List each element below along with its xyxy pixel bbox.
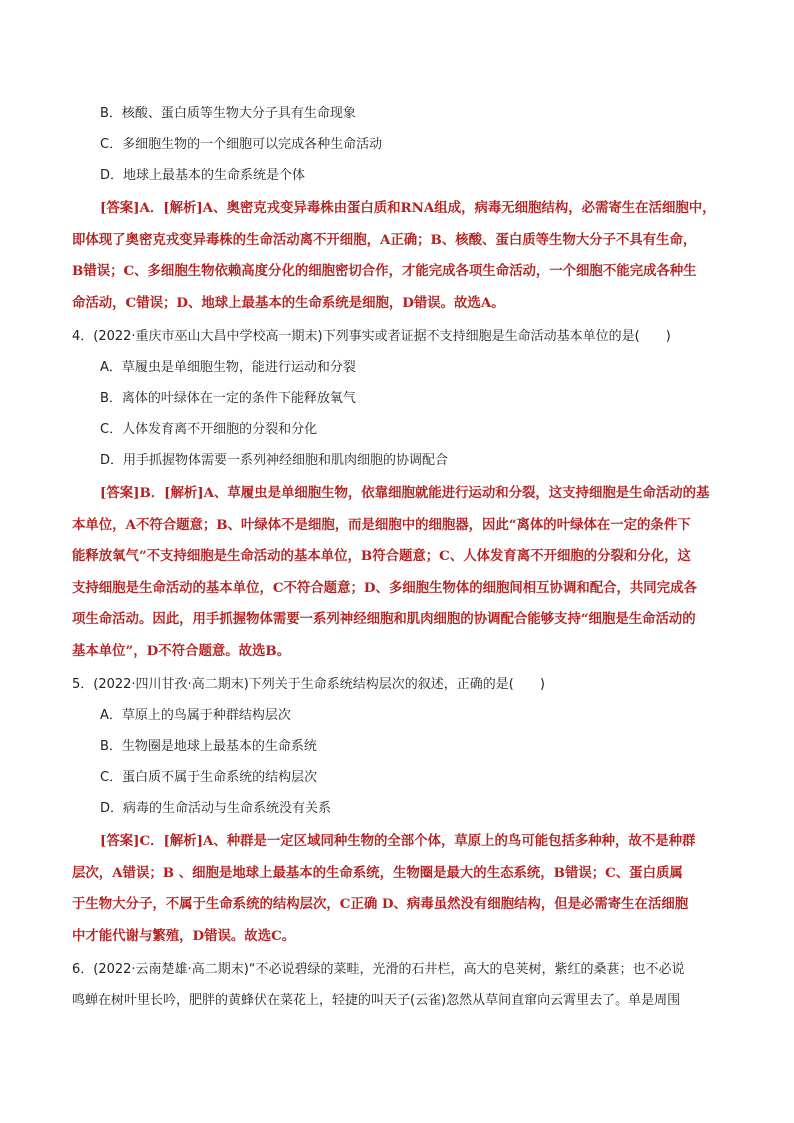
q5-answer-line: 层次，A错误；B 、细胞是地球上最基本的生命系统，生物圈是最大的生态系统，B错误；C、蛋白质属: [72, 864, 683, 881]
q4-question-text: 4．(2022·重庆市巫山大昌中学校高一期末)下列事实或者证据不支持细胞是生命活动基本单位的是(: [72, 329, 640, 344]
q4-answer-line: 支持细胞是生命活动的基本单位，C不符合题意；D、多细胞生物体的细胞间相互协调和配合，共同完成各: [72, 579, 697, 596]
q3-answer-line: [答案]A．[解析]A、奥密克戎变异毒株由蛋白质和RNA组成，病毒无细胞结构，必需寄生在活细胞中，: [100, 200, 716, 216]
q4-answer-line: 基本单位”，D不符合题意。故选B。: [72, 642, 291, 659]
q4-option-d: D．用手抓握物体需要一系列神经细胞和肌肉细胞的协调配合: [100, 453, 449, 468]
q3-answer-line: B错误；C、多细胞生物依赖高度分化的细胞密切合作，才能完成各项生命活动，一个细胞不能完成各种生: [72, 263, 697, 279]
q4-answer-line: 本单位，A不符合题意；B、叶绿体不是细胞，而是细胞中的细胞器，因此“离体的叶绿体在一定的条件下: [72, 516, 691, 533]
q4-answer-line: 项生命活动。因此，用手抓握物体需要一系列神经细胞和肌肉细胞的协调配合能够支持“细胞是生命活动的: [72, 611, 696, 627]
q4-question-close: ): [665, 329, 671, 344]
q3-answer-line: 即体现了奥密克戎变异毒株的生命活动离不开细胞，A正确；B、核酸、蛋白质等生物大分子不具有生命，: [72, 231, 697, 248]
q5-question-text: 5．(2022·四川甘孜·高二期末)下列关于生命系统结构层次的叙述，正确的是(: [72, 677, 514, 692]
q6-question-line: 鸣蝉在树叶里长吟，肥胖的黄蜂伏在菜花上，轻捷的叫天子(云雀)忽然从草间直窜向云霄里去了。单是周围: [72, 993, 681, 1008]
q6-question-line: 6．(2022·云南楚雄·高二期末)“不必说碧绿的菜畦，光滑的石井栏，高大的皂荚树，紫红的桑葚；也不必说: [72, 962, 685, 977]
document-page: [72, 98, 726, 1016]
q4-option-c: C．人体发育离不开细胞的分裂和分化: [100, 422, 318, 437]
q5-option-a: A．草原上的鸟属于种群结构层次: [100, 708, 291, 723]
q5-answer-line: 于生物大分子，不属于生命系统的结构层次，C正确 D、病毒虽然没有细胞结构，但是必需寄生在活细胞: [72, 896, 689, 912]
q5-option-c: C．蛋白质不属于生命系统的结构层次: [100, 770, 318, 785]
q3-option-d: D．地球上最基本的生命系统是个体: [100, 168, 306, 183]
q5-answer-line: [答案]C．[解析]A、种群是一定区域同种生物的全部个体，草原上的鸟可能包括多种种，故不是种群: [100, 833, 696, 849]
q3-option-b: B．核酸、蛋白质等生物大分子具有生命现象: [100, 106, 356, 121]
q4-answer-line: [答案]B．[解析]A、草履虫是单细胞生物，依靠细胞就能进行运动和分裂，这支持细胞是生命活动的基: [100, 485, 710, 501]
q5-answer-line: 中才能代谢与繁殖，D错误。故选C。: [72, 927, 296, 944]
q5-option-d: D．病毒的生命活动与生命系统没有关系: [100, 801, 332, 816]
q4-option-b: B．离体的叶绿体在一定的条件下能释放氧气: [100, 391, 356, 406]
q5-question-close: ): [539, 677, 545, 692]
q5-question: [72, 669, 726, 700]
q4-question: [72, 321, 726, 352]
q4-answer-line: 能释放氧气”不支持细胞是生命活动的基本单位，B符合题意；C、人体发育离不开细胞的分裂和分化，这: [72, 548, 691, 564]
q5-answer: [72, 826, 726, 952]
q4-answer: [72, 478, 726, 667]
q5-option-b: B．生物圈是地球上最基本的生命系统: [100, 739, 317, 754]
q3-answer-line: 命活动，C错误；D、地球上最基本的生命系统是细胞，D错误。故选A。: [72, 294, 505, 311]
q3-option-c: C．多细胞生物的一个细胞可以完成各种生命活动: [100, 137, 383, 152]
q4-option-a: A．草履虫是单细胞生物，能进行运动和分裂: [100, 360, 356, 375]
q3-answer: [72, 193, 726, 319]
